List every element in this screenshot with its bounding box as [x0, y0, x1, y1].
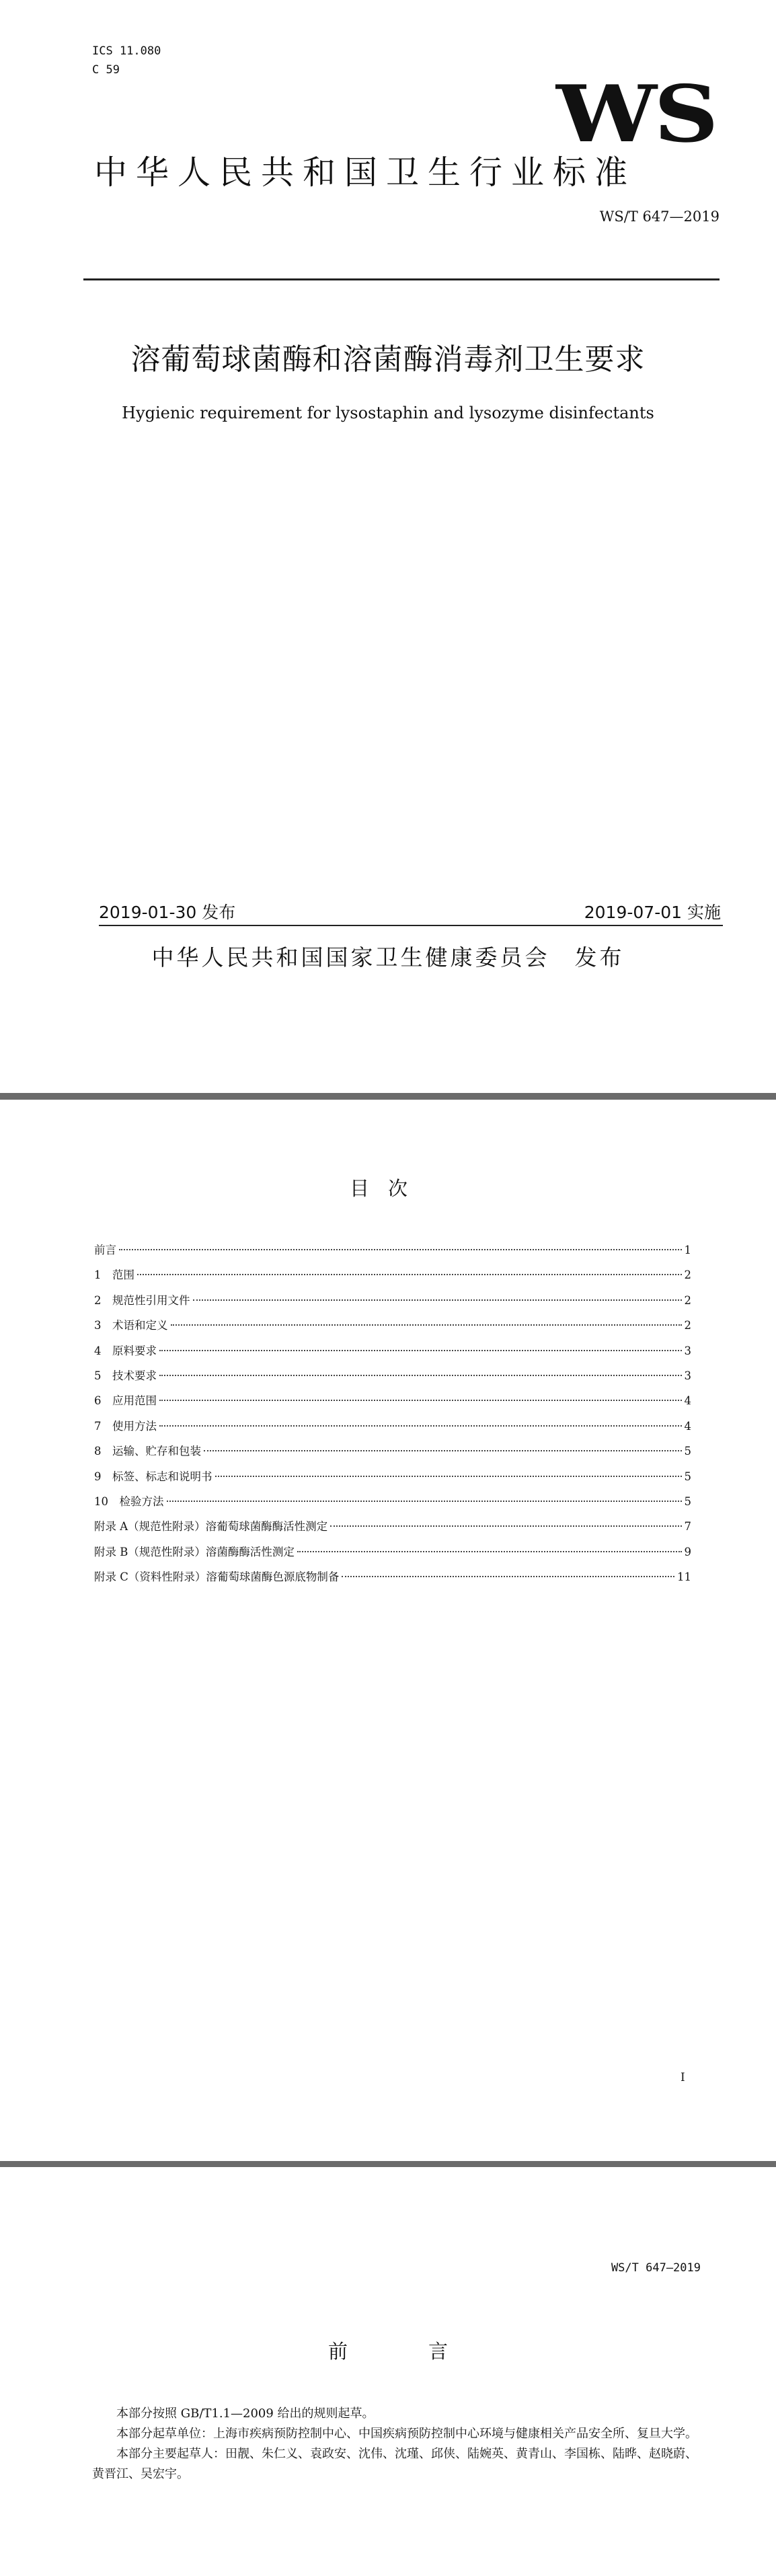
toc-item-label: 9 标签、标志和说明书	[94, 1470, 212, 1483]
foreword-paragraph: 本部分主要起草人：田靓、朱仁义、袁政安、沈伟、沈瑾、邱侠、陆婉英、黄青山、李国栋、陆晔、赵晓蔚、黄晋江、吴宏宇。	[92, 2447, 697, 2481]
ics-code: ICS 11.080	[92, 44, 161, 58]
toc-item-label: 前言	[94, 1244, 116, 1256]
toc-item-label: 7 使用方法	[94, 1419, 157, 1433]
toc-item[interactable]	[94, 1342, 691, 1367]
toc-leader	[159, 1350, 682, 1351]
ccs-code: C 59	[92, 63, 120, 77]
toc-item-label: 8 运输、贮存和包装	[94, 1445, 201, 1458]
ics-block	[92, 42, 161, 79]
toc-item-label: 5 技术要求	[94, 1369, 157, 1382]
toc-item-label: 1 范围	[94, 1268, 134, 1282]
toc-item[interactable]	[94, 1468, 691, 1492]
toc-item-page: 4	[684, 1394, 691, 1408]
toc-leader	[342, 1576, 674, 1577]
ws-logo: WS	[556, 69, 715, 160]
toc-leader	[159, 1425, 682, 1427]
foreword-title: 前言	[327, 2340, 529, 2363]
toc-item[interactable]	[94, 1367, 691, 1392]
toc-item-page: 5	[684, 1470, 691, 1483]
toc-leader	[297, 1551, 682, 1552]
toc-item-label: 4 原料要求	[94, 1344, 157, 1357]
toc-leader	[159, 1400, 682, 1401]
page-number: I	[681, 2071, 685, 2084]
toc-leader	[159, 1375, 682, 1376]
toc-item-page: 7	[684, 1520, 691, 1533]
foreword-paragraph: 本部分按照 GB/T1.1—2009 给出的规则起草。	[116, 2407, 375, 2421]
publisher: 中华人民共和国国家卫生健康委员会 发布	[151, 944, 625, 971]
toc-item-page: 11	[677, 1570, 691, 1584]
toc-item[interactable]	[94, 1543, 691, 1568]
toc-item-page: 5	[684, 1494, 691, 1508]
toc-title: 目次	[349, 1177, 426, 1200]
standard-type: 中华人民共和国卫生行业标准	[94, 153, 637, 192]
toc-item-page: 5	[684, 1445, 691, 1458]
running-header-code: WS/T 647—2019	[611, 2261, 701, 2275]
title-chinese: 溶葡萄球菌酶和溶菌酶消毒剂卫生要求	[130, 342, 646, 377]
toc-item-page: 2	[684, 1268, 691, 1282]
toc-item-page: 9	[684, 1545, 691, 1558]
toc-leader	[330, 1525, 681, 1527]
toc-item[interactable]	[94, 1316, 691, 1341]
toc-item[interactable]	[94, 1266, 691, 1291]
toc-item[interactable]	[94, 1291, 691, 1316]
toc-leader	[167, 1501, 682, 1502]
foreword-paragraph: 本部分起草单位：上海市疾病预防控制中心、中国疾病预防控制中心环境与健康相关产品安全所、复旦大学。	[116, 2427, 697, 2441]
toc-leader	[137, 1274, 682, 1275]
toc-item-page: 1	[684, 1244, 691, 1256]
toc-item-page: 4	[684, 1419, 691, 1433]
toc-list	[94, 1241, 691, 1593]
toc-item[interactable]	[94, 1392, 691, 1416]
toc-item[interactable]	[94, 1492, 691, 1517]
cover-page	[0, 0, 776, 1093]
toc-item-label: 6 应用范围	[94, 1394, 157, 1408]
toc-item-page: 2	[684, 1319, 691, 1332]
footer-divider	[99, 925, 723, 926]
toc-leader	[171, 1324, 682, 1326]
foreword-body	[92, 2404, 703, 2485]
toc-item-page: 3	[684, 1344, 691, 1357]
standard-code: WS/T 647—2019	[599, 209, 720, 225]
implement-date: 2019-07-01 实施	[584, 903, 721, 922]
toc-page	[0, 1100, 776, 2161]
toc-item[interactable]	[94, 1517, 691, 1542]
toc-item-page: 3	[684, 1369, 691, 1382]
issue-date: 2019-01-30 发布	[99, 903, 236, 922]
toc-item[interactable]	[94, 1417, 691, 1442]
toc-item-page: 2	[684, 1293, 691, 1307]
foreword-page	[0, 2167, 776, 2576]
toc-item[interactable]	[94, 1568, 691, 1593]
toc-leader	[204, 1450, 682, 1451]
toc-leader	[119, 1249, 682, 1250]
toc-item-label: 3 术语和定义	[94, 1319, 168, 1332]
toc-item[interactable]	[94, 1241, 691, 1266]
toc-leader	[193, 1299, 682, 1301]
header-divider	[83, 278, 720, 280]
toc-leader	[215, 1476, 682, 1477]
toc-item-label: 2 规范性引用文件	[94, 1293, 190, 1307]
toc-item[interactable]	[94, 1442, 691, 1467]
toc-item-label: 10 检验方法	[94, 1494, 164, 1508]
toc-item-label: 附录 A（规范性附录）溶葡萄球菌酶酶活性测定	[94, 1520, 328, 1533]
toc-item-label: 附录 B（规范性附录）溶菌酶酶活性测定	[94, 1545, 295, 1558]
title-english: Hygienic requirement for lysostaphin and lysozyme disinfectants	[122, 404, 654, 422]
toc-item-label: 附录 C（资料性附录）溶葡萄球菌酶色源底物制备	[94, 1570, 340, 1584]
